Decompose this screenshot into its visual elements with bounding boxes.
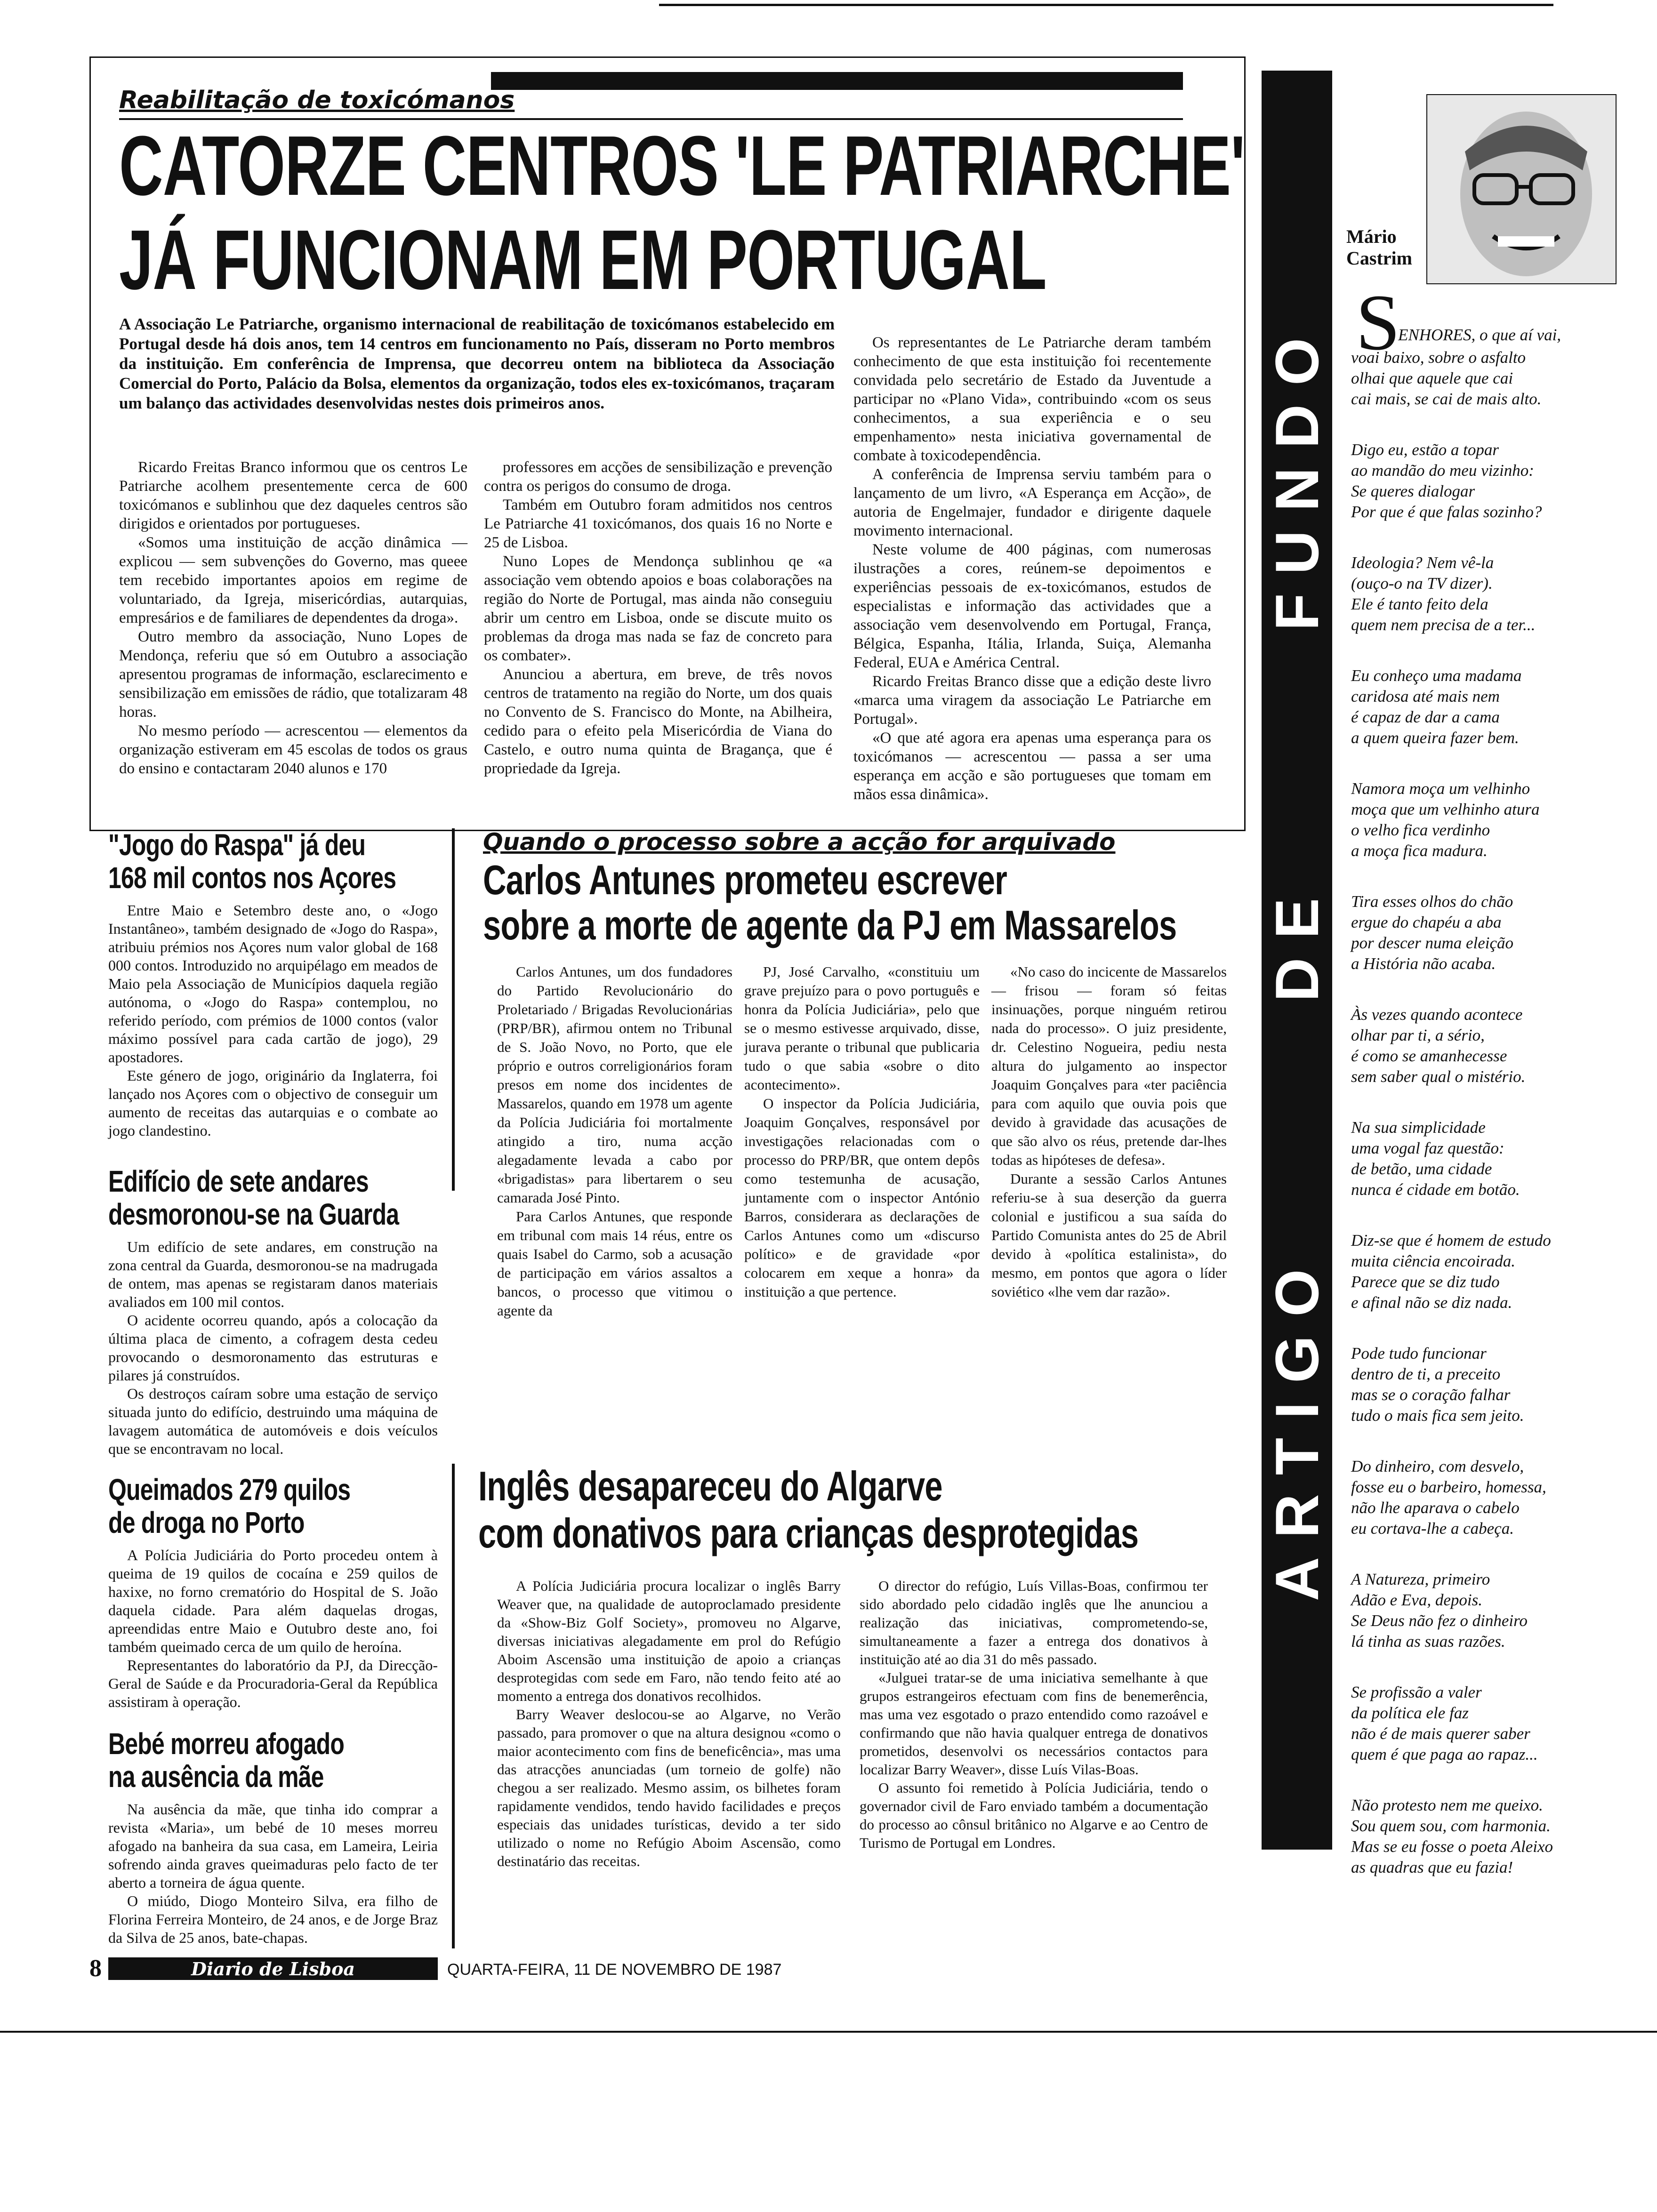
paragraph: A Polícia Judiciária do Porto procedeu ontem à queima de 19 quilos de cocaína e 259 quilos de haxixe, no forno crematório do Hospital de S. João daquela cidade. Para além daquelas drogas, apreendidas entre Maio e Outubro deste ano, foi também queimado cerca de um quilo de heroína. xyxy=(108,1547,438,1655)
verse: nunca é cidade em botão. xyxy=(1351,1180,1520,1199)
paragraph: Os destroços caíram sobre uma estação de serviço situada junto do edifício, destruindo uma máquina de lavagem automática de automóveis e dois veículos que se encontravam no local. xyxy=(108,1385,438,1457)
paragraph: «Julguei tratar-se de uma iniciativa semelhante à que grupos estrangeiros efectuam com fins de benemerência, mas uma vez esgotado o prazo entendido como razoável e confirmando que não havia qualquer entrega de donativos prometidos, desenvolvi os necessários contactos para localizar Barry Weaver», disse Luís Vilas-Boas. xyxy=(860,1669,1208,1778)
antunes-kicker: Quando o processo sobre a acção for arquivado xyxy=(483,828,1116,856)
paragraph: Carlos Antunes, um dos fundadores do Partido Revolucionário do Proletariado / Brigadas Revolucionárias (PRP/BR), afirmou ontem no Tribunal de S. João Novo, no Porto, que ele próprio e outros correligionários foram presos em nome dos incidentes de Massarelos, quando em 1978 um agente da Polícia Judiciária foi mortalmente atingido a tiro, numa acção alegadamente levada a cabo por «brigadistas» para libertarem o seu camarada José Pinto. xyxy=(497,963,732,1206)
bebe-headline-line-1: Bebé morreu afogado xyxy=(108,1727,345,1761)
paragraph: Barry Weaver deslocou-se ao Algarve, no Verão passado, para promover o que na altura designou «como o maior acontecimento com fins de beneficência», mas uma das atracções anunciadas (um torneio de golfe) não chegou a ser realizado. Mesmo assim, os bilhetes foram rapidamente vendidos, tendo havido facilidades e preços especiais das unidades turísticas, devido a ter sido utilizado o nome no Refúgio Aboim Ascensão, como destinatário das receitas. xyxy=(497,1706,841,1869)
kicker-bar xyxy=(491,72,1183,90)
paragraph: Nuno Lopes de Mendonça sublinhou qe «a associação vem obtendo apoios e boas colaborações na região do Norte de Portugal, mas ainda não conseguiu abrir um centro em Lisboa, onde se discute muito os problemas da droga mas nada se faz de concreto para os combater». xyxy=(484,553,832,664)
main-story xyxy=(89,56,1246,831)
verse: moça que um velhinho atura xyxy=(1351,800,1540,818)
paragraph: Na ausência da mãe, que tinha ido comprar a revista «Maria», um bebé de 10 meses morreu afogado na banheira da sua casa, em Lameira, Leiria sofrendo ainda graves queimaduras pelo facto de ter aberto a torneira de água quente. xyxy=(108,1801,438,1891)
verse: ergue do chapéu a aba xyxy=(1351,913,1502,931)
vertical-word: FUNDO xyxy=(1263,319,1331,631)
paragraph: O inspector da Polícia Judiciária, Joaquim Gonçalves, responsável por investigações relacionadas com o processo do PRP/BR, que ontem depôs como testemunha de acusação, juntamente com o inspector António Barros, considerara as declarações de Carlos Antunes como um «discurso político» e de gravidade «por colocarem em xeque a honra» da instituição a que pertence. xyxy=(744,1095,980,1300)
main-col-3 xyxy=(853,333,1211,804)
verse: Tira esses olhos do chão xyxy=(1351,892,1513,911)
briefs-column xyxy=(89,828,447,1948)
verse: não lhe aparava o cabelo xyxy=(1351,1499,1520,1517)
ingles-story xyxy=(452,1464,1246,1948)
verse: Se Deus não fez o dinheiro xyxy=(1351,1611,1528,1630)
page-number: 8 xyxy=(89,1955,102,1982)
verse: Na sua simplicidade xyxy=(1351,1118,1486,1137)
verse: olhai que aquele que cai xyxy=(1351,369,1513,387)
antunes-headline-line-1: Carlos Antunes prometeu escrever xyxy=(483,857,1007,903)
guarda-headline-line-1: Edifício de sete andares xyxy=(108,1164,369,1198)
verse: por descer numa eleição xyxy=(1351,934,1514,952)
guarda-body xyxy=(108,1238,438,1458)
stanza xyxy=(1351,1569,1633,1652)
paragraph: Também em Outubro foram admitidos nos centros Le Patriarche 41 toxicómanos, dos quais 16 no Norte e 25 de Lisboa. xyxy=(484,497,832,551)
verse: Digo eu, estão a topar xyxy=(1351,441,1499,459)
main-headline-line-1: CATORZE CENTROS 'LE PATRIARCHE' xyxy=(119,119,1245,213)
bebe-headline-line-2: na ausência da mãe xyxy=(108,1760,324,1794)
raspa-headline-line-1: "Jogo do Raspa" já deu xyxy=(108,828,366,862)
vertical-word: DE xyxy=(1263,879,1331,1002)
paragraph: O assunto foi remetido à Polícia Judiciária, tendo o governador civil de Faro enviado também a documentação do processo ao cônsul britânico no Algarve e ao Centro de Turismo de Portugal em Londres. xyxy=(860,1779,1208,1851)
verse: a moça fica madura. xyxy=(1351,842,1488,860)
stanza xyxy=(1351,347,1633,409)
poem xyxy=(1351,326,1633,1908)
portrait-illustration xyxy=(1427,95,1616,283)
paragraph: Ricardo Freitas Branco disse que a edição deste livro «marca uma viragem da associação Le Patriarche em Portugal». xyxy=(853,673,1211,728)
droga-headline-line-1: Queimados 279 quilos xyxy=(108,1473,351,1507)
verse: muita ciência encoirada. xyxy=(1351,1252,1515,1270)
ingles-col-2 xyxy=(860,1577,1208,1852)
verse: Ideologia? Nem vê-la xyxy=(1351,553,1494,572)
verse: ao mandão do meu vizinho: xyxy=(1351,461,1534,480)
verse: cai mais, se cai de mais alto. xyxy=(1351,390,1542,408)
paragraph: A Polícia Judiciária procura localizar o inglês Barry Weaver que, na qualidade de autoproclamado presidente da «Show-Biz Golf Society», promoveu no Algarve, diversas iniciativas alegadamente em prol do Refúgio Aboim Ascensão uma instituição de apoio a crianças desprotegidas com sede em Faro, não tendo feito até ao momento a entrega dos donativos recolhidos. xyxy=(497,1578,841,1704)
verse: Não protesto nem me queixo. xyxy=(1351,1796,1543,1814)
verse: Adão e Eva, depois. xyxy=(1351,1591,1482,1609)
main-headline-line-2: JÁ FUNCIONAM EM PORTUGAL xyxy=(119,213,1046,307)
verse: e afinal não se diz nada. xyxy=(1351,1293,1512,1312)
verse: Eu conheço uma madama xyxy=(1351,666,1522,685)
verse: não é de mais querer saber xyxy=(1351,1724,1530,1743)
verse: da política ele faz xyxy=(1351,1704,1469,1722)
antunes-col-1 xyxy=(497,962,732,1320)
verse: as quadras que eu fazia! xyxy=(1351,1858,1513,1876)
verse: Diz-se que é homem de estudo xyxy=(1351,1231,1551,1250)
main-kicker: Reabilitação de toxicómanos xyxy=(119,86,515,114)
verse: Pode tudo funcionar xyxy=(1351,1344,1487,1362)
page-footer xyxy=(89,1956,1502,1984)
top-edge-rule xyxy=(659,4,1553,6)
verse: eu cortava-lhe a cabeça. xyxy=(1351,1519,1514,1538)
verse: quem nem precisa de a ter... xyxy=(1351,616,1536,634)
paragraph: O acidente ocorreu quando, após a colocação da última placa de cimento, a cofragem desta cedeu provocando o desmoronamento das estruturas e pilares já construídos. xyxy=(108,1312,438,1384)
bottom-edge-rule xyxy=(0,2031,1657,2033)
antunes-story xyxy=(452,828,1246,1319)
paragraph: Ricardo Freitas Branco informou que os centros Le Patriarche acolhem presentemente cerca de 600 toxicómanos e sublinhou que dez daqueles centros são dirigidos e orientados por portugueses. xyxy=(119,459,467,532)
bebe-body xyxy=(108,1800,438,1947)
stanza xyxy=(1351,440,1633,522)
masthead-logo xyxy=(108,1957,438,1980)
verse: caridosa até mais nem xyxy=(1351,687,1500,705)
verse: lá tinha as suas razões. xyxy=(1351,1632,1505,1651)
stanza xyxy=(1398,325,1633,345)
masthead-text: Diario de Lisboa xyxy=(191,1958,355,1980)
verse: Ele é tanto feito dela xyxy=(1351,595,1488,613)
paragraph: Outro membro da associação, Nuno Lopes de Mendonça, referiu que só em Outubro a associação apresentou programas de informação, esclarecimento e sensibilização em emissões de rádio, que totalizaram 48 horas. xyxy=(119,628,467,721)
stanza xyxy=(1351,1795,1633,1878)
paragraph: «Somos uma instituição de acção dinâmica — explicou — sem subvenções do Governo, mas queee tem recebido importantes apoios em regime de voluntariado, da Igreja, misericórdias, autarquias, empresários e de familiares de dependentes da droga». xyxy=(119,534,467,626)
dropcap: S xyxy=(1356,278,1400,367)
verse: tudo o mais fica sem jeito. xyxy=(1351,1406,1524,1425)
verse: Às vezes quando acontece xyxy=(1351,1005,1523,1024)
droga-body xyxy=(108,1546,438,1711)
verse: sem saber qual o mistério. xyxy=(1351,1067,1526,1086)
paragraph: Os representantes de Le Patriarche deram também conhecimento de que esta instituição foi recentemente convidada pelo secretário de Estado da Juventude a participar no «Plano Vida», contribuindo «com os seus conhecimentos, a sua experiência e o seu empenhamento» nesta iniciativa governamental de combate à toxicodependência. xyxy=(853,334,1211,464)
stanza xyxy=(1351,1456,1633,1539)
antunes-col-3 xyxy=(991,962,1227,1301)
verse: é como se amanhecesse xyxy=(1351,1047,1507,1065)
paragraph: Para Carlos Antunes, que responde em tribunal com mais 14 réus, entre os quais Isabel do Carmo, sob a acusação de participação em vários assaltos a bancos, o processo que vitimou o agente da xyxy=(497,1208,732,1319)
stanza xyxy=(1351,553,1633,635)
verse: Se profissão a valer xyxy=(1351,1683,1482,1701)
verse: dentro de ti, a preceito xyxy=(1351,1365,1501,1383)
artigo-de-fundo-strip xyxy=(1262,71,1332,1850)
paragraph: Durante a sessão Carlos Antunes referiu-se à sua deserção da guerra colonial e justificou a sua saída do Partido Comunista antes do 25 de Abril devido à «política estalinista», do mesmo, em pontos que agora o líder soviético «lhe vem dar razão». xyxy=(991,1170,1227,1300)
raspa-body xyxy=(108,901,438,1140)
stanza xyxy=(1351,1682,1633,1765)
paragraph: Um edifício de sete andares, em construção na zona central da Guarda, desmoronou-se na madrugada de ontem, mas apenas se registaram danos materiais avaliados em 100 mil contos. xyxy=(108,1238,438,1310)
antunes-headline-line-2: sobre a morte de agente da PJ em Massarelos xyxy=(483,902,1177,948)
paragraph: Anunciou a abertura, em breve, de três novos centros de tratamento na região do Norte, um dos quais no Convento de S. Francisco do Monte, na Abilheira, cedido para o efeito pela Misericórdia de Viana do Castelo, e outro numa quinta de Bragança, que é propriedade da Igreja. xyxy=(484,666,832,777)
artigo-de-fundo-label xyxy=(1262,71,1332,1850)
author-name: Mário Castrim xyxy=(1346,226,1412,269)
ingles-headline-line-1: Inglês desapareceu do Algarve xyxy=(478,1463,942,1509)
verse: uma vogal faz questão: xyxy=(1351,1139,1504,1157)
verse: o velho fica verdinho xyxy=(1351,821,1490,839)
stanza xyxy=(1351,665,1633,748)
raspa-headline-line-2: 168 mil contos nos Açores xyxy=(108,861,396,895)
paragraph: No mesmo período — acrescentou — elementos da organização estiveram em 45 escolas de todos os graus do ensino e contactaram 2040 alunos e 170 xyxy=(119,722,467,777)
stanza xyxy=(1351,1004,1633,1087)
paragraph: Entre Maio e Setembro deste ano, o «Jogo Instantâneo», também designado de «Jogo do Raspa», atribuiu prémios nos Açores num valor global de 168 000 contos. Introduzido no arquipélago em meados de Maio pela Associação de Municípios daquela região autónoma, o «Jogo do Raspa» contemplou, no referido período, com prémios de 1000 contos (valor máximo possível para cada cartão de jogo), 29 apostadores. xyxy=(108,902,438,1066)
paragraph: Neste volume de 400 páginas, com numerosas ilustrações a cores, reúnem-se depoimentos e experiências pessoais de ex-toxicómanos, estudos de especialistas e informação das actividades que a associação vem desenvolvendo em Portugal, França, Bélgica, Espanha, Itália, Irlanda, Suiça, Alemanha Federal, EUA e América Central. xyxy=(853,541,1211,671)
paragraph: «No caso do incicente de Massarelos — frisou — foram só feitas insinuações, porque ninguém retirou nada do processo». O juiz presidente, dr. Celestino Nogueira, pediu nesta altura do julgamento ao inspector Joaquim Gonçalves para «ter paciência para com aquilo que ouvia pois que devido à gravidade das acusações de que são alvo os réus, pretende dar-lhes todas as hipóteses de defesa». xyxy=(991,963,1227,1168)
antunes-col-2 xyxy=(744,962,980,1301)
main-col-2 xyxy=(484,458,832,778)
verse: é capaz de dar a cama xyxy=(1351,708,1500,726)
paragraph: Este género de jogo, originário da Inglaterra, foi lançado nos Açores com o objectivo de conseguir um aumento de receitas das autarquias e o combate ao jogo clandestino. xyxy=(108,1067,438,1139)
stanza xyxy=(1351,1343,1633,1426)
verse: (ouço-o na TV dizer). xyxy=(1351,574,1493,593)
verse: Se queres dialogar xyxy=(1351,482,1475,500)
verse: Mas se eu fosse o poeta Aleixo xyxy=(1351,1837,1553,1856)
stanza xyxy=(1351,778,1633,861)
stanza xyxy=(1351,891,1633,974)
issue-date: QUARTA-FEIRA, 11 DE NOVEMBRO DE 1987 xyxy=(447,1961,782,1979)
verse: a História não acaba. xyxy=(1351,954,1496,973)
paragraph: PJ, José Carvalho, «constituiu um grave prejuízo para o povo português e honra da Polícia Judiciária», pelo que se o mesmo estivesse arquivado, disse, jurava perante o tribunal que publicaria tudo o que sabia «sobre o dito acontecimento». xyxy=(744,963,980,1093)
verse: Por que é que falas sozinho? xyxy=(1351,503,1542,521)
verse: olhar par ti, a sério, xyxy=(1351,1026,1485,1044)
paragraph: O miúdo, Diogo Monteiro Silva, era filho de Florina Ferreira Monteiro, de 24 anos, e de Jorge Braz da Silva de 25 anos, bate-chapas. xyxy=(108,1892,438,1946)
verse: Do dinheiro, com desvelo, xyxy=(1351,1457,1524,1475)
guarda-headline-line-2: desmoronou-se na Guarda xyxy=(108,1197,399,1231)
verse: Namora moça um velhinho xyxy=(1351,779,1530,798)
verse: a quem queira fazer bem. xyxy=(1351,729,1519,747)
ingles-col-1 xyxy=(497,1577,841,1870)
verse: Parece que se diz tudo xyxy=(1351,1273,1500,1291)
verse: voai baixo, sobre o asfalto xyxy=(1351,348,1526,367)
vertical-word: ARTIGO xyxy=(1263,1250,1331,1602)
main-col-1 xyxy=(119,458,467,778)
paragraph: professores em acções de sensibilização e prevenção contra os perigos do consumo de droga. xyxy=(484,459,832,495)
paragraph: Representantes do laboratório da PJ, da Direcção-Geral de Saúde e da Procuradoria-Geral da República assistiram à operação. xyxy=(108,1657,438,1710)
droga-headline-line-2: de droga no Porto xyxy=(108,1506,305,1539)
verse: Sou quem sou, com harmonia. xyxy=(1351,1817,1551,1835)
paragraph: «O que até agora era apenas uma esperança para os toxicómanos — acrescentou — passa a ser uma esperança em acção e são portugueses que tomam em mãos essa dinâmica». xyxy=(853,729,1211,803)
main-lede: A Associação Le Patriarche, organismo internacional de reabilitação de toxicómanos estabelecido em Portugal desde há dois anos, tem 14 centros em funcionamento no País, disseram no Porto membros da instituição. Em conferência de Imprensa, que decorreu ontem na biblioteca da Associação Comercial do Porto, Palácio da Bolsa, elementos da organização, todos eles ex-toxicómanos, traçaram um balanço das actividades desenvolvidas nestes dois primeiros anos. xyxy=(119,315,835,412)
ingles-headline-line-2: com donativos para crianças desprotegidas xyxy=(478,1510,1139,1556)
verse: A Natureza, primeiro xyxy=(1351,1570,1490,1588)
stanza xyxy=(1351,1117,1633,1200)
author-photo xyxy=(1426,94,1617,284)
verse: quem é que paga ao rapaz... xyxy=(1351,1745,1538,1763)
stanza xyxy=(1351,1230,1633,1313)
verse: de betão, uma cidade xyxy=(1351,1160,1492,1178)
verse: ENHORES, o que aí vai, xyxy=(1398,326,1561,344)
paragraph: O director do refúgio, Luís Villas-Boas, confirmou ter sido abordado pelo cidadão inglês que lhe anunciou a realização das iniciativas, comprometendo-se, simultaneamente a fazer a entrega dos donativos à instituição até ao dia 31 do mês passado. xyxy=(860,1578,1208,1667)
verse: fosse eu o barbeiro, homessa, xyxy=(1351,1478,1546,1496)
verse: mas se o coração falhar xyxy=(1351,1386,1511,1404)
paragraph: A conferência de Imprensa serviu também para o lançamento de um livro, «A Esperança em Acção», de autoria de Engelmajer, fundador e dirigente daquele movimento internacional. xyxy=(853,466,1211,539)
